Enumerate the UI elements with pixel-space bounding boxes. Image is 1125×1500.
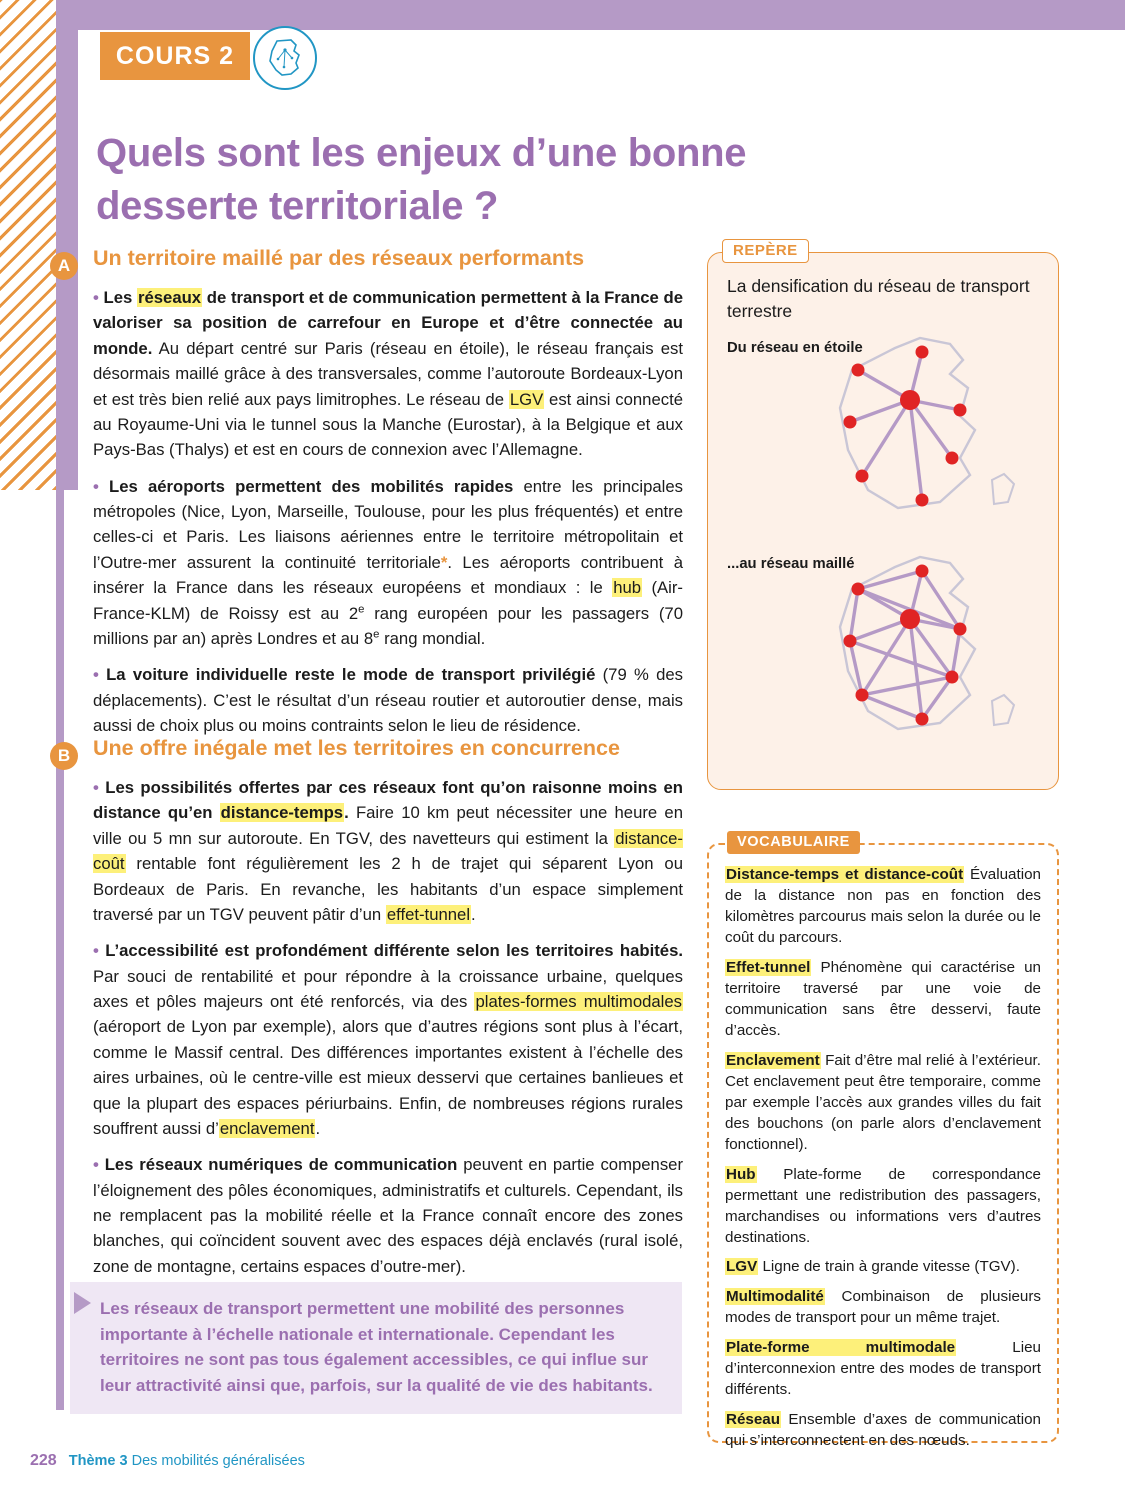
vocabulaire-entry xyxy=(725,1051,1041,1156)
vocabulaire-term: Enclavement xyxy=(726,1051,820,1069)
section-marker-b xyxy=(50,742,78,770)
vocabulaire-entry xyxy=(725,1257,1041,1278)
vocabulaire-entry xyxy=(725,1165,1041,1249)
paragraph: • Les réseaux de transport et de communication permettent à la France de valoriser sa position de carrefour en Europe et d’être connectée au monde. Au départ centré sur Paris (réseau en étoile), le réseau français est désormais maillé grâce à des transversales, comme l’autoroute Bordeaux-Lyon et est très bien relié aux pays limitrophes. Le réseau de LGV est ainsi connecté au Royaume-Uni via le tunnel sous la Manche (Eurostar), à la Belgique et aux Pays-Bas (Thalys) et est en cours de connexion avec l’Allemagne. xyxy=(93,288,684,460)
vocabulaire-definition: Fait d’être mal relié à l’extérieur. Cet enclavement peut être temporaire, comme par exemple l’accès aux grandes villes du fait des bouchons (on parle alors d’enclavement fonctionnel). xyxy=(725,1051,1041,1153)
vocabulaire-definition: Phénomène qui caractérise un territoire traversé par une voie de communication sans être desservi, faute d’accès. xyxy=(725,958,1041,1039)
paragraph: • Les réseaux numériques de communication peuvent en partie compenser l’éloignement des pôles économiques, administratifs et culturels. Cependant, ils ne remplacent pas la mobilité réelle et la France connaît encore des zones blanches, qui coïncident souvent avec des espaces déjà enclavés (rural isolé, zone de montagne, certains espaces d’outre-mer). xyxy=(93,1155,683,1276)
vocabulaire-box xyxy=(707,843,1059,1450)
paragraph: • Les possibilités offertes par ces réseaux font qu’on raisonne moins en distance qu’en distance-temps. Faire 10 km peut nécessiter une heure en ville ou 5 mn sur autoroute. En TGV, des navetteurs qui estiment la distance-coût rentable font régulièrement les 2 h de trajet qui séparent Lyon ou Bordeaux de Paris. En revanche, les habitants d’un espace simplement traversé par un TGV peuvent pâtir d’un effet-tunnel. xyxy=(93,778,683,924)
repere-title: La densification du réseau de transport terrestre xyxy=(727,276,1030,321)
vocabulaire-entry xyxy=(725,865,1041,949)
section-marker-a-label: A xyxy=(57,256,71,275)
decorative-top-band xyxy=(78,0,1125,30)
footer-theme-subtitle: Des mobilités généralisées xyxy=(131,1453,305,1469)
section-b xyxy=(93,736,683,1290)
section-marker-b-label: B xyxy=(57,746,71,765)
section-a-title: Un territoire maillé par des réseaux performants xyxy=(93,246,585,270)
page-number: 228 xyxy=(30,1452,57,1469)
vocabulaire-term: Hub xyxy=(726,1165,756,1183)
vocabulaire-term: Plate-forme multimodale xyxy=(726,1339,956,1357)
france-map-icon xyxy=(253,26,317,90)
map-caption-bottom: ...au réseau maillé xyxy=(727,556,855,572)
section-a xyxy=(93,246,683,749)
vocabulaire-definition: Plate-forme de correspondance permettant une redistribution des passagers, marchandises ou informations vers d’autres destinations. xyxy=(725,1165,1041,1246)
page-title: Quels sont les enjeux d’une bonne desserte territoriale ? xyxy=(96,130,747,228)
vocabulaire-definition: Combinaison de plusieurs modes de transport pour un même trajet. xyxy=(725,1288,1041,1327)
vocabulaire-term: Distance-temps et distance-coût xyxy=(726,866,964,883)
section-marker-a xyxy=(50,252,78,280)
vocabulaire-entry xyxy=(725,1287,1041,1329)
paragraph: • L’accessibilité est profondément différente selon les territoires habités. Par souci de rentabilité et pour répondre à la croissance urbaine, quelques axes et pôles majeurs ont été renforcés, via des plates-formes multimodales (aéroport de Lyon par exemple), alors que d’autres régions sont plus à l’écart, comme le Massif central. Des différences importantes existent à l’échelle des aires urbaines, où le centre-ville est mieux desservi que certaines banlieues et que la plupart des espaces périurbains. Enfin, de nombreuses régions rurales souffrent aussi d’enclavement. xyxy=(93,941,683,1138)
cours-tag-label: COURS 2 xyxy=(115,41,235,70)
vocabulaire-entry xyxy=(725,1338,1041,1401)
vocabulaire-term: Réseau xyxy=(726,1411,781,1429)
paragraph: • La voiture individuelle reste le mode de transport privilégié (79 % des déplacements). C’est le résultat d’un réseau routier et autoroutier dense, mais aussi de choix plus ou moins contraints selon le lieu de résidence. xyxy=(93,665,683,735)
map-caption-top: Du réseau en étoile xyxy=(727,340,863,356)
paragraph: • Les aéroports permettent des mobilités rapides entre les principales métropoles (Nice, Lyon, Marseille, Toulouse, pour les plus fréquentés) et entre celles-ci et Paris. Les liaisons aériennes entre le territoire métropolitain et l’Outre-mer assurent la continuité territoriale*. Les aéroports contribuent à insérer la France dans les réseaux européens et mondiaux : le hub (Air-France-KLM) de Roissy est au 2e rang européen pour les passagers (70 millions par an) après Londres et au 8e rang mondial. xyxy=(93,476,684,648)
footer xyxy=(30,1452,305,1470)
vocabulaire-definition: Lieu d’interconnexion entre des modes de transport différents. xyxy=(725,1339,1041,1399)
repere-label: REPÈRE xyxy=(722,239,809,263)
decorative-purple-bar-lower xyxy=(56,490,64,1410)
vocabulaire-definition: Ligne de train à grande vitesse (TGV). xyxy=(762,1258,1020,1276)
vocabulaire-term: LGV xyxy=(726,1258,758,1276)
map-mesh-network xyxy=(800,545,1040,780)
vocabulaire-term: Effet-tunnel xyxy=(726,958,811,976)
footer-theme: Thème 3 xyxy=(68,1453,128,1469)
cours-tag xyxy=(100,32,250,80)
vocabulaire-term: Multimodalité xyxy=(726,1288,824,1306)
decorative-stripes xyxy=(0,0,56,490)
vocabulaire-entry xyxy=(725,958,1041,1042)
map-star-network xyxy=(800,330,1040,545)
vocabulaire-entry xyxy=(725,1410,1041,1452)
decorative-purple-bar xyxy=(56,0,78,490)
vocabulaire-label: VOCABULAIRE xyxy=(727,831,860,854)
vocabulaire-definition: Ensemble d’axes de communication qui s’interconnectent en des nœuds. xyxy=(725,1411,1041,1450)
vocabulaire-definition: Évaluation de la distance non pas en fonction des kilomètres parcourus mais selon la durée ou le coût du parcours. xyxy=(725,866,1041,946)
section-b-title: Une offre inégale met les territoires en concurrence xyxy=(93,736,620,760)
conclusion-text: Les réseaux de transport permettent une mobilité des personnes importante à l’échelle nationale et internationale. Cependant les territoires ne sont pas tous également accessibles, ce qui influe sur leur attractivité ainsi que, parfois, sur la qualité de vie des habitants. xyxy=(100,1299,653,1395)
conclusion-box xyxy=(70,1282,682,1414)
triangle-icon xyxy=(74,1292,91,1314)
